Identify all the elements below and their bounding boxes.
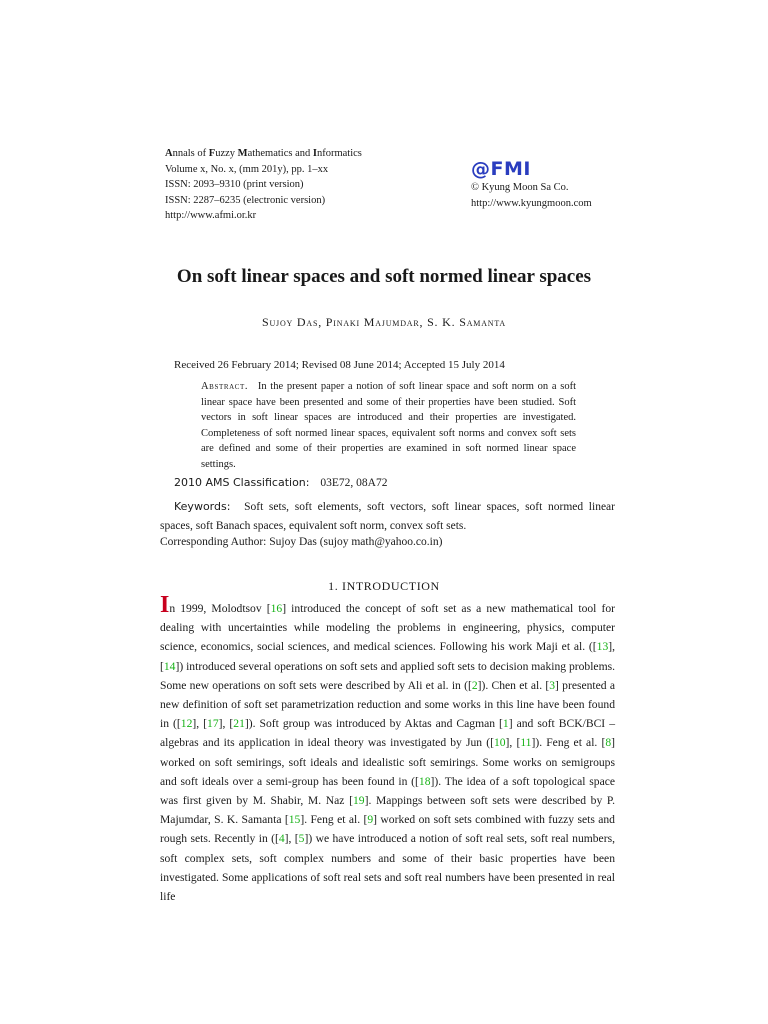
citation-link[interactable]: 2	[471, 678, 478, 692]
keywords-label: Keywords:	[174, 500, 231, 513]
keywords	[160, 497, 615, 536]
citation-link[interactable]: 5	[298, 832, 305, 846]
citation-link[interactable]: 13	[596, 640, 609, 654]
citation-link[interactable]: 15	[288, 813, 301, 827]
body-segment: ]). Soft group was introduced by Aktas and Cagman [	[244, 717, 503, 731]
citation-link[interactable]: 12	[180, 717, 193, 731]
journal-issn-online: ISSN: 2287–6235 (electronic version)	[165, 194, 326, 206]
publisher-copyright: © Kyung Moon Sa Co.	[471, 182, 569, 193]
body-segment: ] presented a new definition of soft set parametrization reduction and some works in this line have been found in ([	[160, 678, 615, 731]
publisher-info	[471, 158, 592, 211]
abstract-heading: Abstract.	[201, 381, 249, 392]
paper-authors: Sujoy Das, Pinaki Majumdar, S. K. Samanta	[262, 315, 506, 329]
keywords-value: Soft sets, soft elements, soft vectors, soft linear spaces, soft normed linear spaces, soft Banach spaces, equivalent soft norm, convex soft sets.	[160, 501, 615, 532]
citation-link[interactable]: 21	[233, 717, 245, 731]
ams-value: 03E72, 08A72	[320, 477, 388, 489]
citation-link[interactable]: 10	[493, 736, 506, 750]
intro-body	[160, 602, 615, 903]
body-segment: ] and soft BCK/BCI – algebras and its application in ideal theory was investigated by Jun ([	[160, 717, 615, 750]
citation-link[interactable]: 1	[502, 717, 509, 731]
citation-link[interactable]: 16	[270, 602, 283, 615]
citation-link[interactable]: 19	[352, 794, 365, 808]
paper-title: On soft linear spaces and soft normed linear spaces	[176, 266, 592, 287]
afmi-logo: @FMI	[471, 158, 531, 180]
body-segment: ], [	[160, 640, 615, 673]
body-segment: ]). The idea of a soft topological space was first given by M. Shabir, M. Naz [	[160, 774, 616, 808]
corresponding-author: Corresponding Author: Sujoy Das (sujoy math@yahoo.co.in)	[160, 536, 443, 548]
journal-issn-print: ISSN: 2093–9310 (print version)	[165, 179, 304, 190]
ams-classification	[174, 476, 387, 489]
citation-link[interactable]: 3	[549, 678, 556, 692]
citation-link[interactable]: 9	[367, 813, 374, 827]
body-segment: ], [	[192, 717, 208, 731]
citation-link[interactable]: 8	[605, 736, 612, 750]
body-segment: ]. Feng et al. [	[300, 813, 368, 827]
body-segment: ], [	[284, 832, 299, 846]
body-segment: n 1999, Molodtsov [	[169, 602, 271, 615]
abstract-text: In the present paper a notion of soft linear space and soft norm on a soft linear space have been presented and some of their properties have been studied. Soft vectors in soft linear spaces are introduced and their properties are investigated. Completeness of soft normed linear spaces, equivalent soft norms and convex soft sets are defined and some of their properties are examined in soft normed linear space settings.	[201, 381, 576, 470]
drop-cap: I	[160, 592, 170, 618]
citation-link[interactable]: 14	[163, 659, 176, 673]
journal-info	[165, 146, 362, 224]
journal-volume: Volume x, No. x, (mm 201y), pp. 1–xx	[165, 163, 329, 175]
journal-url: http://www.afmi.or.kr	[165, 210, 257, 221]
publisher-url: http://www.kyungmoon.com	[471, 197, 592, 209]
journal-name: Annals of Fuzzy Mathematics and Informatics	[165, 148, 362, 159]
body-segment: ]) introduced several operations on soft sets and applied soft sets to decision making problems. Some new operations on soft sets were described by Ali et al. in ([	[160, 659, 615, 692]
body-segment: ]). Feng et al. [	[531, 736, 606, 750]
citation-link[interactable]: 17	[207, 717, 219, 731]
abstract	[201, 379, 576, 473]
body-segment: ]. Mappings between soft sets were described by P. Majumdar, S. K. Samanta [	[160, 794, 615, 827]
body-segment: ] worked on soft sets combined with fuzzy sets and rough sets. Recently in ([	[160, 813, 615, 846]
citation-link[interactable]: 4	[278, 832, 285, 846]
citation-link[interactable]: 11	[520, 736, 532, 750]
paper-dates: Received 26 February 2014; Revised 08 June 2014; Accepted 15 July 2014	[174, 359, 505, 371]
body-segment: ]) we have introduced a notion of soft real sets, soft real numbers, soft complex sets, soft complex numbers and some of their basic properties have been investigated. Some applications of soft real sets and soft real numbers have been presented in real life	[160, 832, 615, 904]
introduction-text	[160, 592, 616, 906]
body-segment: ]). Chen et al. [	[477, 678, 550, 692]
body-segment: ] worked on soft semirings, soft ideals and idealistic soft semirings. Some works on semigroups and soft ideals over a semi-group has been found in ([	[160, 736, 615, 788]
ams-label: 2010 AMS Classification:	[174, 476, 310, 489]
citation-link[interactable]: 18	[418, 774, 431, 788]
body-segment: ], [	[218, 717, 234, 731]
body-segment: ], [	[505, 736, 521, 750]
section-title: 1. INTRODUCTION	[328, 579, 440, 593]
body-segment: ] introduced the concept of soft set as a new mathematical tool for dealing with uncertainties while modeling the problems in engineering, physics, computer science, economics, social sciences, and medical sciences. Following his work Maji et al. ([	[160, 602, 615, 654]
